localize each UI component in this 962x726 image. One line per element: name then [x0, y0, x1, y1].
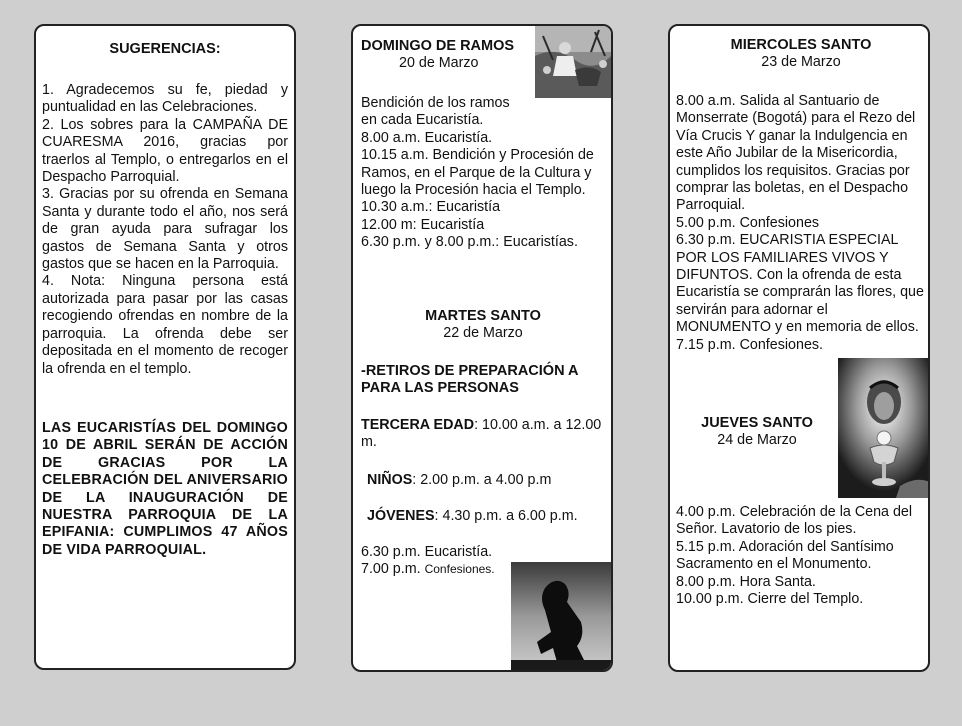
jovenes-label: JÓVENES	[367, 508, 435, 524]
anniversary-notice: LAS EUCARISTÍAS DEL DOMINGO 10 DE ABRIL SERÁN DE ACCIÓN DE GRACIAS POR LA CELEBRACIÓN DEL ANIVERSARIO DE LA INAUGURACIÓN DE NUESTRA PARROQUIA DE LA EPIFANIA: CUMPLIMOS 47 AÑOS DE VIDA PARROQUIAL.	[42, 420, 288, 558]
schedule-line: 10.15 a.m. Bendición y Procesión de Ramos, en el Parque de la Cultura y luego la Procesión hacia el Templo.	[361, 147, 594, 199]
ninos-time: : 2.00 p.m. a 4.00 p.m	[412, 472, 552, 488]
domingo-section	[361, 38, 541, 73]
schedule-line: 6.30 p.m. EUCARISTIA ESPECIAL POR LOS FAMILIARES VIVOS Y DIFUNTOS. Con la ofrenda de esta Eucaristía se comprarán las flores, que servirán para adornar el MONUMENTO y en memoria de ellos.	[676, 232, 924, 336]
jovenes-line	[367, 508, 611, 525]
confesiones-time: 7.00 p.m.	[361, 561, 421, 578]
schedule-line: 8.00 a.m. Eucaristía.	[361, 129, 493, 146]
martes-title: MARTES SANTO	[425, 308, 541, 324]
suggestion-item: 1. Agradecemos su fe, piedad y puntualidad en las Celebraciones.	[42, 82, 288, 116]
domingo-date: 20 de Marzo	[399, 55, 479, 72]
domingo-title: DOMINGO DE RAMOS	[361, 38, 515, 54]
schedule-line: 10.00 p.m. Cierre del Templo.	[676, 591, 864, 608]
jueves-title: JUEVES SANTO	[701, 415, 813, 431]
schedule-line: 8.00 p.m. Hora Santa.	[676, 573, 816, 590]
ninos-line	[367, 472, 611, 489]
suggestions-panel	[34, 24, 296, 670]
martes-date: 22 de Marzo	[443, 325, 523, 342]
miercoles-title: MIERCOLES SANTO	[730, 37, 872, 53]
schedule-line: 7.15 p.m. Confesiones.	[676, 336, 824, 353]
confesiones-label: Confesiones.	[424, 562, 495, 577]
tercera-edad-time: : 10.00 a.m. a 12.00 m.	[361, 417, 602, 451]
miercoles-section	[676, 37, 926, 72]
schedule-line: 8.00 a.m. Salida al Santuario de Monserrate (Bogotá) para el Rezo del Vía Crucis Y ganar la Indulgencia en este Año Jubilar de la Misericordia, cumplidos los requisitos. Gracias por comprar las boletas, en el Despacho Parroquial.	[676, 93, 916, 214]
tercera-edad-label: TERCERA EDAD	[361, 417, 475, 433]
christ-chalice-image	[838, 358, 930, 498]
jovenes-time: : 4.30 p.m. a 6.00 p.m.	[434, 508, 578, 524]
schedule-line: Bendición de los ramos en cada Eucaristía.	[361, 95, 510, 129]
schedule-line: 6.30 p.m. Eucaristía.	[361, 544, 493, 560]
kneeling-person-image	[511, 562, 613, 672]
schedule-line: 5.15 p.m. Adoración del Santísimo Sacramento en el Monumento.	[676, 538, 894, 573]
domingo-schedule	[361, 95, 605, 252]
suggestion-item: 2. Los sobres para la CAMPAÑA DE CUARESMA 2016, gracias por traerlos al Templo, o entregarlos en el Despacho Parroquial.	[42, 116, 288, 186]
suggestions-list	[42, 82, 288, 378]
suggestions-heading: SUGERENCIAS:	[109, 41, 221, 57]
jueves-schedule	[676, 504, 926, 608]
schedule-line: 12.00 m: Eucaristía	[361, 216, 485, 233]
retiros-heading: -RETIROS DE PREPARACIÓN A PARA LAS PERSONAS	[361, 363, 578, 397]
schedule-line: 10.30 a.m.: Eucaristía	[361, 199, 501, 216]
schedule-line: 6.30 p.m. y 8.00 p.m.: Eucaristías.	[361, 234, 578, 251]
suggestion-item: 3. Gracias por su ofrenda en Semana Santa y durante todo el año, nos será de gran ayuda para sufragar los gastos de Semana Santa y otros gastos que se hacen en la Parroquia.	[42, 186, 288, 273]
schedule-line: 5.00 p.m. Confesiones	[676, 214, 820, 231]
martes-section	[361, 308, 605, 343]
schedule-line: 4.00 p.m. Celebración de la Cena del Señor. Lavatorio de los pies.	[676, 504, 913, 538]
suggestion-item: 4. Nota: Ninguna persona está autorizada para pasar por las casas recogiendo ofrendas en nombre de la parroquia. La ofrenda debe ser depositada en el momento de recoger la ofrenda en el templo.	[42, 273, 288, 377]
wednesday-thursday-panel	[668, 24, 930, 672]
palm-sunday-panel	[351, 24, 613, 672]
miercoles-date: 23 de Marzo	[761, 54, 841, 71]
jueves-date: 24 de Marzo	[717, 432, 797, 449]
miercoles-schedule	[676, 93, 926, 354]
jueves-section	[676, 415, 838, 450]
tercera-edad-line	[361, 417, 605, 452]
palm-sunday-entry-image	[535, 26, 613, 98]
ninos-label: NIÑOS	[367, 472, 413, 488]
